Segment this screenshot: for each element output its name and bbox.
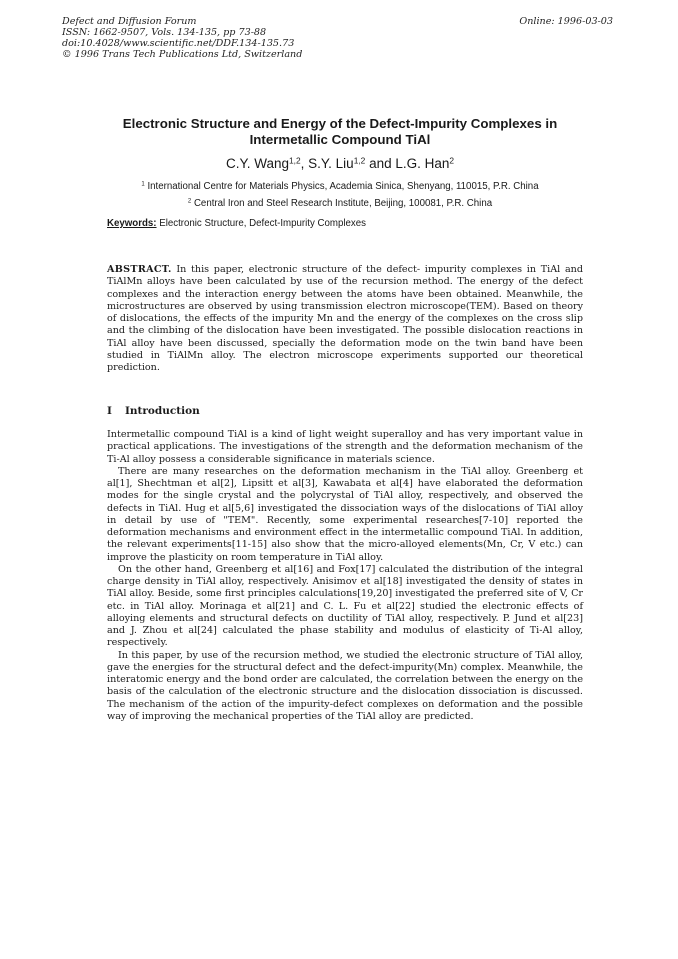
title-line: Electronic Structure and Energy of the Defect-Impurity Complexes in: [122, 116, 558, 131]
journal-doi: doi:10.4028/www.scientific.net/DDF.134-135.73: [62, 38, 295, 49]
journal-copyright: © 1996 Trans Tech Publications Ltd, Switzerland: [62, 49, 303, 60]
section-number: I: [107, 405, 112, 417]
keywords-text: Electronic Structure, Defect-Impurity Complexes: [159, 218, 366, 229]
introduction-body: [107, 429, 583, 723]
journal-issn: ISSN: 1662-9507, Vols. 134-135, pp 73-88: [62, 27, 267, 38]
abstract: [107, 264, 583, 374]
online-date: Online: 1996-03-03: [519, 16, 613, 27]
author-name: L.G. Han: [395, 156, 450, 171]
affiliation-text: International Centre for Materials Physics, Academia Sinica, Shenyang, 110015, P.R. China: [147, 181, 539, 192]
author-affiliation-mark: 1,2: [353, 155, 366, 166]
keywords-label: Keywords:: [107, 218, 157, 229]
paragraph: In this paper, by use of the recursion method, we studied the electronic structure of TiAl alloy, gave the energies for the structural defect and the defect-impurity(Mn) complex. Meanwhile, the interatomic energy and the bond order are calculated, the correlation between the energy on the basis of the calculation of the electronic structure and the dislocation dissociation is discussed. The mechanism of the action of the impurity-defect complexes on deformation and the possible way of improving the mechanical properties of the TiAl alloy are predicted.: [107, 649, 583, 722]
author-name: C.Y. Wang: [225, 156, 289, 171]
paragraph: There are many researches on the deformation mechanism in the TiAl alloy. Greenberg et al[1], Shechtman et al[2], Lipsitt et al[3], Kawabata et al[4] have elaborated the deformation modes for the single crystal and the polycrystal of TiAl alloy, respectively, and observed the defects in TiAl. Hug et al[5,6] investigated the dissociation ways of the dislocations of TiAl alloy in detail by use of "TEM". Recently, some experimental researches[7-10] reported the deformation mechanisms and environment effect in the intermetallic compound TiAl. In addition, the relevant experiments[11-15] also show that the micro-alloyed elements(Mn, Cr, V etc.) can improve the plasticity on room temperature in TiAl alloy.: [107, 465, 583, 563]
journal-name: Defect and Diffusion Forum: [62, 16, 197, 27]
author-separator: ,: [300, 156, 309, 171]
abstract-text: In this paper, electronic structure of the defect- impurity complexes in TiAl and TiAlMn alloys have been calculated by use of the recursion method. The energy of the defect complexes and the interaction energy between the atoms have been obtained. Meanwhile, the microstructures are observed by using transmission electron microscope(TEM). Based on theory of dislocations, the effects of the impurity Mn and the energy of the complexes on the cross slip and the climbing of the dislocation have been investigated. The possible dislocation reactions in TiAl alloy have been discussed, specially the deformation mode on the twin band have been studied in TiAlMn alloy. The electron microscope experiments supported our theoretical prediction.: [107, 264, 583, 373]
title-line: Intermetallic Compound TiAl: [249, 132, 431, 147]
affiliation-text: Central Iron and Steel Research Institute, Beijing, 100081, P.R. China: [193, 198, 493, 209]
paper-title: [100, 116, 580, 148]
section-heading: [107, 405, 200, 418]
abstract-label: ABSTRACT.: [107, 264, 172, 275]
affiliation: [60, 198, 620, 210]
affiliation-mark: 1: [141, 181, 145, 188]
paragraph: Intermetallic compound TiAl is a kind of light weight superalloy and has very important value in practical applications. The investigations of the strength and the deformation mechanism of the Ti-Al alloy possess a considerable significance in materials science.: [107, 429, 583, 465]
author-affiliation-mark: 1,2: [289, 155, 301, 166]
keywords: [107, 218, 366, 230]
author-separator: and: [365, 156, 396, 171]
paragraph: On the other hand, Greenberg et al[16] and Fox[17] calculated the distribution of the integral charge density in TiAl alloy, respectively. Anisimov et al[18] investigated the density of states in TiAl alloy. Beside, some first principles calculations[19,20] investigated the preferred site of V, Cr etc. in TiAl alloy. Morinaga et al[21] and C. L. Fu et al[22] studied the electronic effects of alloying elements and structural defects on ductility of TiAl alloy, respectively. P. Jund et al[23] and J. Zhou et al[24] calculated the phase stability and modulus of elasticity of Ti-Al alloy, respectively.: [107, 563, 583, 649]
author-name: S.Y. Liu: [308, 156, 354, 171]
author-list: [100, 156, 580, 172]
journal-header: [62, 16, 302, 60]
affiliation: [60, 181, 620, 193]
affiliation-mark: 2: [187, 198, 192, 205]
author-affiliation-mark: 2: [449, 155, 455, 166]
section-title: Introduction: [125, 405, 200, 417]
